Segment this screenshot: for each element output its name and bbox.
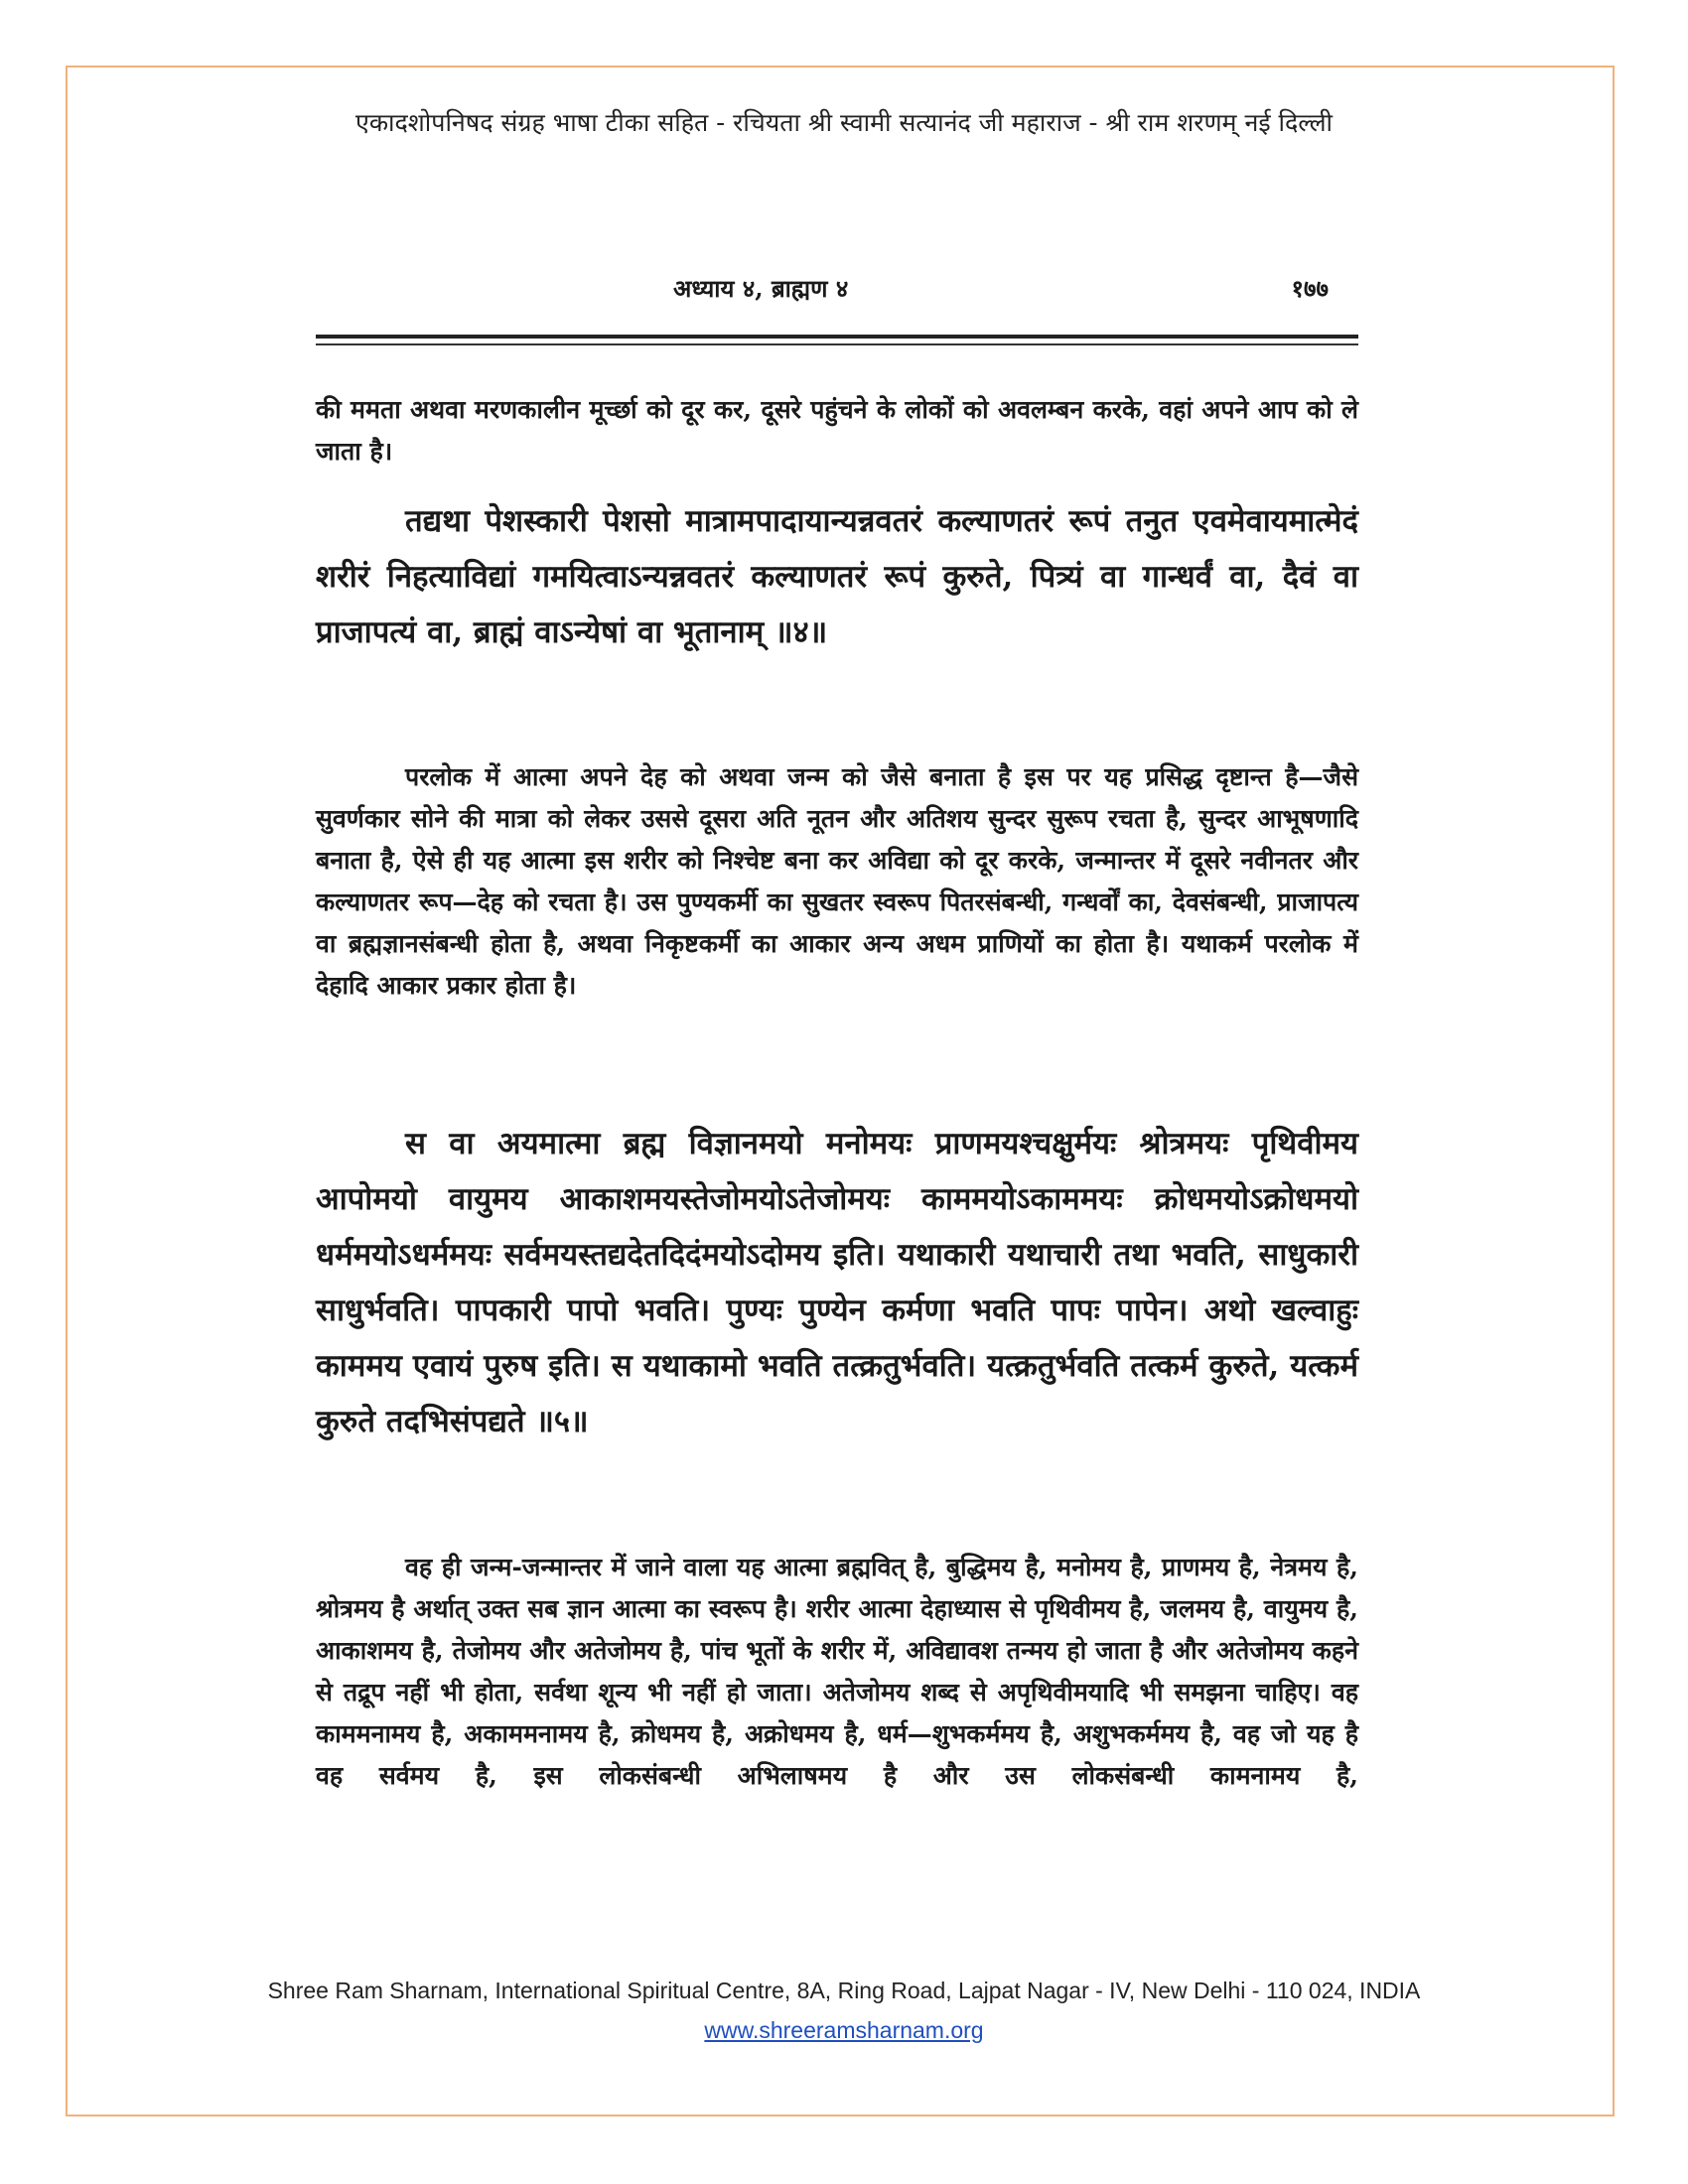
page-number: १७७ <box>1291 274 1329 303</box>
header-rule-thin <box>316 343 1358 345</box>
running-head <box>316 272 1358 312</box>
commentary-paragraph: परलोक में आत्मा अपने देह को अथवा जन्म को जैसे बनाता है इस पर यह प्रसिद्ध दृष्टान्त है—जैसे सुवर्णकार सोने की मात्रा को लेकर उससे दूसरा अति नूतन और अतिशय सुन्दर सुरूप रचता है, सुन्दर आभूषणादि बनाता है, ऐसे ही यह आत्मा इस शरीर को निश्चेष्ट बना कर अविद्या को दूर करके, जन्मान्तर में दूसरे नवीनतर और कल्याणतर रूप—देह को रचता है। उस पुण्यकर्मी का सुखतर स्वरूप पितरसंबन्धी, गन्धर्वों का, देवसंबन्धी, प्राजापत्य वा ब्रह्मज्ञानसंबन्धी होता है, अथवा निकृष्टकर्मी का आकार अन्य अधम प्राणियों का होता है। यथाकर्म परलोक में देहादि आकार प्रकार होता है। <box>316 762 1358 1000</box>
verse-5: स वा अयमात्मा ब्रह्म विज्ञानमयो मनोमयः प्राणमयश्चक्षुर्मयः श्रोत्रमयः पृथिवीमय आपोमयो वायुमय आकाशमयस्तेजोमयोऽतेजोमयः काममयोऽकाममयः क्रोधमयोऽक्रोधमयो धर्ममयोऽधर्ममयः सर्वमयस्तद्यदेतदिदंमयोऽदोमय इति। यथाकारी यथाचारी तथा भवति, साधुकारी साधुर्भवति। पापकारी पापो भवति। पुण्यः पुण्येन कर्मणा भवति पापः पापेन। अथो खल्वाहुः काममय एवायं पुरुष इति। स यथाकामो भवति तत्क्रतुर्भवति। यत्क्रतुर्भवति तत्कर्म कुरुते, यत्कर्म कुरुते तदभिसंपद्यते ॥५॥ <box>316 1126 1358 1439</box>
verse-4: तद्यथा पेशस्कारी पेशसो मात्रामपादायान्यन्नवतरं कल्याणतरं रूपं तनुत एवमेवायमात्मेदं शरीरं निहत्याविद्यां गमयित्वाऽन्यन्नवतरं कल्याणतरं रूपं कुरुते, पित्र्यं वा गान्धर्वं वा, दैवं वा प्राजापत्यं वा, ब्राह्मं वाऽन्येषां वा भूतानाम् ॥४॥ <box>316 503 1358 650</box>
scanned-page <box>316 260 1358 1968</box>
header-rule-thick <box>316 335 1358 339</box>
document-header: एकादशोपनिषद संग्रह भाषा टीका सहित - रचियता श्री स्वामी सत्यानंद जी महाराज - श्री राम शरणम् नई दिल्ली <box>355 108 1333 137</box>
commentary-paragraph: की ममता अथवा मरणकालीन मूर्च्छा को दूर कर, दूसरे पहुंचने के लोकों को अवलम्बन करके, वहां अपने आप को ले जाता है। <box>316 395 1358 466</box>
commentary-paragraph: वह ही जन्म-जन्मान्तर में जाने वाला यह आत्मा ब्रह्मवित् है, बुद्धिमय है, मनोमय है, प्राणमय है, नेत्रमय है, श्रोत्रमय है अर्थात् उक्त सब ज्ञान आत्मा का स्वरूप है। शरीर आत्मा देहाध्यास से पृथिवीमय है, जलमय है, वायुमय है, आकाशमय है, तेजोमय और अतेजोमय है, पांच भूतों के शरीर में, अविद्यावश तन्मय हो जाता है और अतेजोमय कहने से तद्रूप नहीं भी होता, सर्वथा शून्य भी नहीं हो जाता। अतेजोमय शब्द से अपृथिवीमयादि भी समझना चाहिए। वह काममनामय है, अकाममनामय है, क्रोधमय है, अक्रोधमय है, धर्म—शुभकर्ममय है, अशुभकर्ममय है, वह जो यह है वह सर्वमय है, इस लोकसंबन्धी अभिलाषमय है और उस लोकसंबन्धी कामनामय है, <box>316 1553 1358 1790</box>
footer-address: Shree Ram Sharnam, International Spiritual Centre, 8A, Ring Road, Lajpat Nagar - IV, New Delhi - 110 024, INDIA <box>267 1978 1421 2003</box>
running-head-title: अध्याय ४, ब्राह्मण ४ <box>673 274 849 303</box>
website-link[interactable]: www.shreeramsharnam.org <box>704 2017 984 2043</box>
